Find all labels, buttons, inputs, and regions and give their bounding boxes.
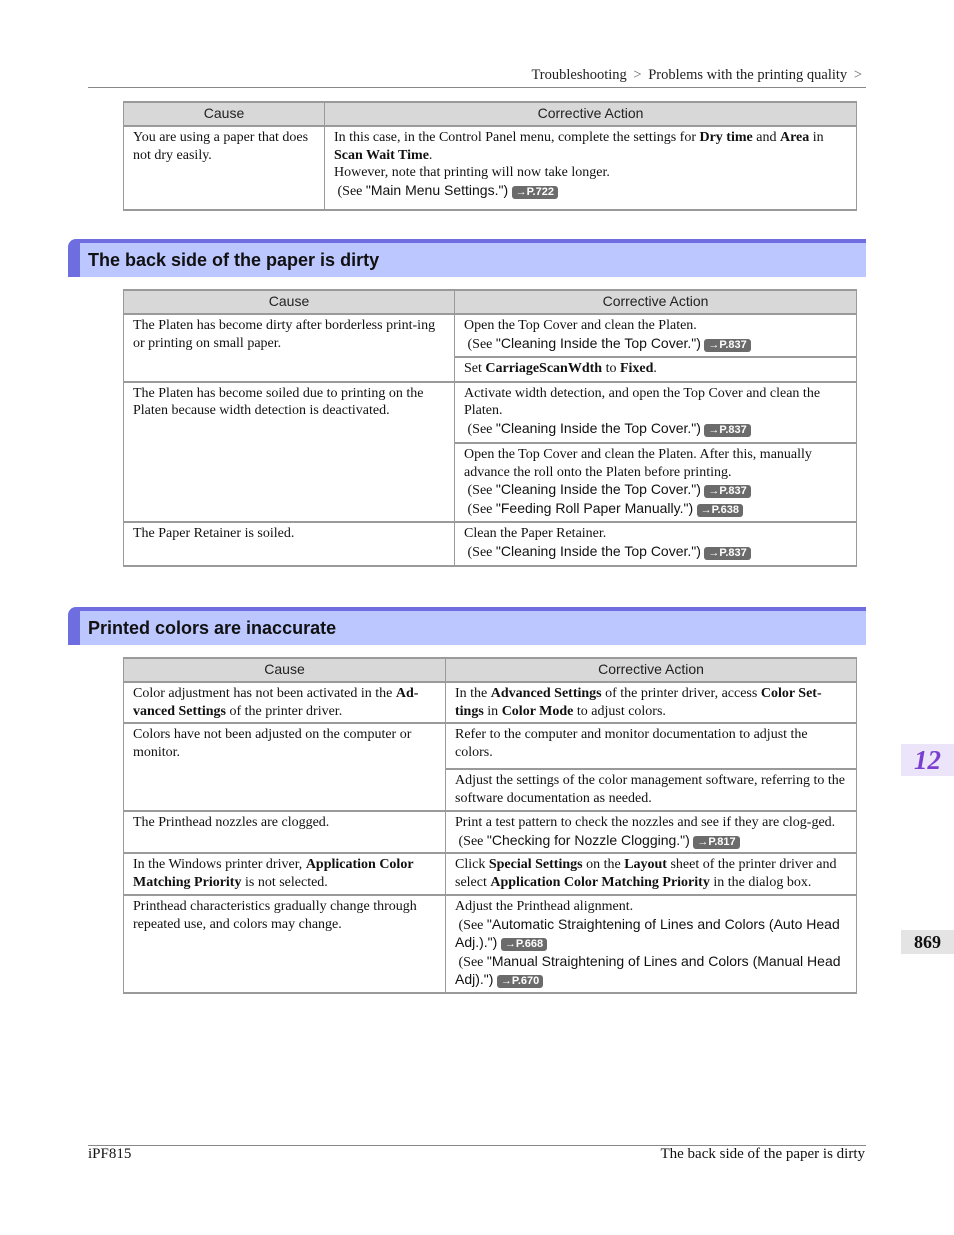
- cause-cell: Color adjustment has not been activated in the Ad-vanced Settings of the printer driver.: [124, 682, 446, 723]
- page-ref-link[interactable]: →P.722: [512, 186, 558, 199]
- breadcrumb: [531, 67, 865, 84]
- section-title: Printed colors are inaccurate: [88, 618, 337, 638]
- header-action: Corrective Action: [455, 290, 857, 314]
- action-cell: Open the Top Cover and clean the Platen. After this, manually advance the roll onto the Platen before printing. (See "Cleaning Inside the Top Cover.") →P.837 (See "Feeding Roll Paper Manually.") →P.638: [455, 443, 857, 522]
- action-cell: In the Advanced Settings of the printer driver, access Color Set-tings in Color Mode to adjust colors.: [446, 682, 857, 723]
- colors-inaccurate-table: [123, 657, 857, 994]
- action-cell: Set CarriageScanWdth to Fixed.: [455, 357, 857, 382]
- action-cell: Print a test pattern to check the nozzles and see if they are clog-ged. (See "Checking for Nozzle Clogging.") →P.817: [446, 811, 857, 853]
- header-cause: Cause: [124, 290, 455, 314]
- see-link[interactable]: "Main Menu Settings."): [365, 181, 509, 198]
- page-ref-link[interactable]: →P.837: [704, 547, 750, 560]
- breadcrumb-separator: >: [853, 67, 862, 83]
- table-row: [124, 853, 857, 895]
- action-cell: Activate width detection, and open the Top Cover and clean the Platen. (See "Cleaning Inside the Top Cover.") →P.837: [455, 382, 857, 444]
- cause-cell: In the Windows printer driver, Application Color Matching Priority is not selected.: [124, 853, 446, 895]
- action-cell: Open the Top Cover and clean the Platen. (See "Cleaning Inside the Top Cover.") →P.837: [455, 314, 857, 357]
- cause-cell: The Platen has become soiled due to printing on the Platen because width detection is deactivated.: [124, 382, 455, 523]
- section-title: The back side of the paper is dirty: [88, 250, 380, 270]
- breadcrumb-item[interactable]: Problems with the printing quality: [648, 67, 848, 83]
- top-cause-table: [123, 101, 857, 211]
- table-row: [124, 314, 857, 357]
- see-link[interactable]: "Automatic Straightening of Lines and Colors (Auto Head Adj.)."): [455, 915, 840, 950]
- action-cell: Refer to the computer and monitor documentation to adjust the colors.: [446, 723, 857, 769]
- footer-section: The back side of the paper is dirty: [660, 1146, 865, 1162]
- table-row: [124, 811, 857, 853]
- page-ref-link[interactable]: →P.668: [501, 938, 547, 951]
- breadcrumb-item[interactable]: Troubleshooting: [531, 67, 627, 83]
- cause-cell: Printhead characteristics gradually change through repeated use, and colors may change.: [124, 895, 446, 993]
- page-ref-link[interactable]: →P.837: [704, 485, 750, 498]
- action-cell: In this case, in the Control Panel menu, complete the settings for Dry time and Area in Scan Wait Time. However, note that printing will now take longer. (See "Main Menu Settings.") →P.722: [325, 126, 857, 210]
- page-ref-link[interactable]: →P.817: [693, 836, 739, 849]
- see-link[interactable]: "Cleaning Inside the Top Cover."): [495, 481, 701, 497]
- page-ref-link[interactable]: →P.638: [697, 504, 743, 517]
- action-cell: Adjust the Printhead alignment. (See "Automatic Straightening of Lines and Colors (Auto Head Adj.).") →P.668 (See "Manual Straightening of Lines and Colors (Manual Head Adj).") →P.670: [446, 895, 857, 993]
- header-action: Corrective Action: [446, 658, 857, 682]
- section-heading: [68, 239, 866, 277]
- page-ref-link[interactable]: →P.837: [704, 339, 750, 352]
- header-cause: Cause: [124, 658, 446, 682]
- breadcrumb-separator: >: [633, 67, 642, 83]
- see-link[interactable]: "Feeding Roll Paper Manually."): [495, 499, 694, 516]
- cause-cell: The Printhead nozzles are clogged.: [124, 811, 446, 853]
- chapter-tab[interactable]: 12: [901, 744, 954, 776]
- see-link[interactable]: "Cleaning Inside the Top Cover."): [495, 542, 701, 559]
- header-rule: [88, 87, 866, 88]
- table-row: [124, 126, 857, 210]
- cause-cell: You are using a paper that does not dry easily.: [124, 126, 325, 210]
- back-side-dirty-table: [123, 289, 857, 567]
- table-row: [124, 682, 857, 723]
- page-ref-link[interactable]: →P.670: [497, 975, 543, 988]
- table-row: [124, 522, 857, 566]
- see-link[interactable]: "Manual Straightening of Lines and Colors (Manual Head Adj)."): [455, 952, 841, 987]
- table-row: [124, 382, 857, 444]
- see-link[interactable]: "Checking for Nozzle Clogging."): [486, 831, 690, 848]
- table-row: [124, 723, 857, 769]
- see-link[interactable]: "Cleaning Inside the Top Cover."): [495, 334, 701, 351]
- header-cause: Cause: [124, 102, 325, 126]
- action-cell: Clean the Paper Retainer. (See "Cleaning Inside the Top Cover.") →P.837: [455, 522, 857, 566]
- cause-cell: The Platen has become dirty after borderless print-ing or printing on small paper.: [124, 314, 455, 382]
- see-link[interactable]: "Cleaning Inside the Top Cover."): [495, 419, 701, 436]
- cause-cell: Colors have not been adjusted on the computer or monitor.: [124, 723, 446, 811]
- footer-model: iPF815: [88, 1146, 132, 1162]
- page-number: 869: [901, 930, 954, 954]
- action-cell: Click Special Settings on the Layout sheet of the printer driver and select Application Color Matching Priority in the dialog box.: [446, 853, 857, 895]
- page-ref-link[interactable]: →P.837: [704, 424, 750, 437]
- action-cell: Adjust the settings of the color management software, referring to the software documentation as needed.: [446, 769, 857, 811]
- cause-cell: The Paper Retainer is soiled.: [124, 522, 455, 566]
- header-action: Corrective Action: [325, 102, 857, 126]
- table-row: [124, 895, 857, 993]
- section-heading: [68, 607, 866, 645]
